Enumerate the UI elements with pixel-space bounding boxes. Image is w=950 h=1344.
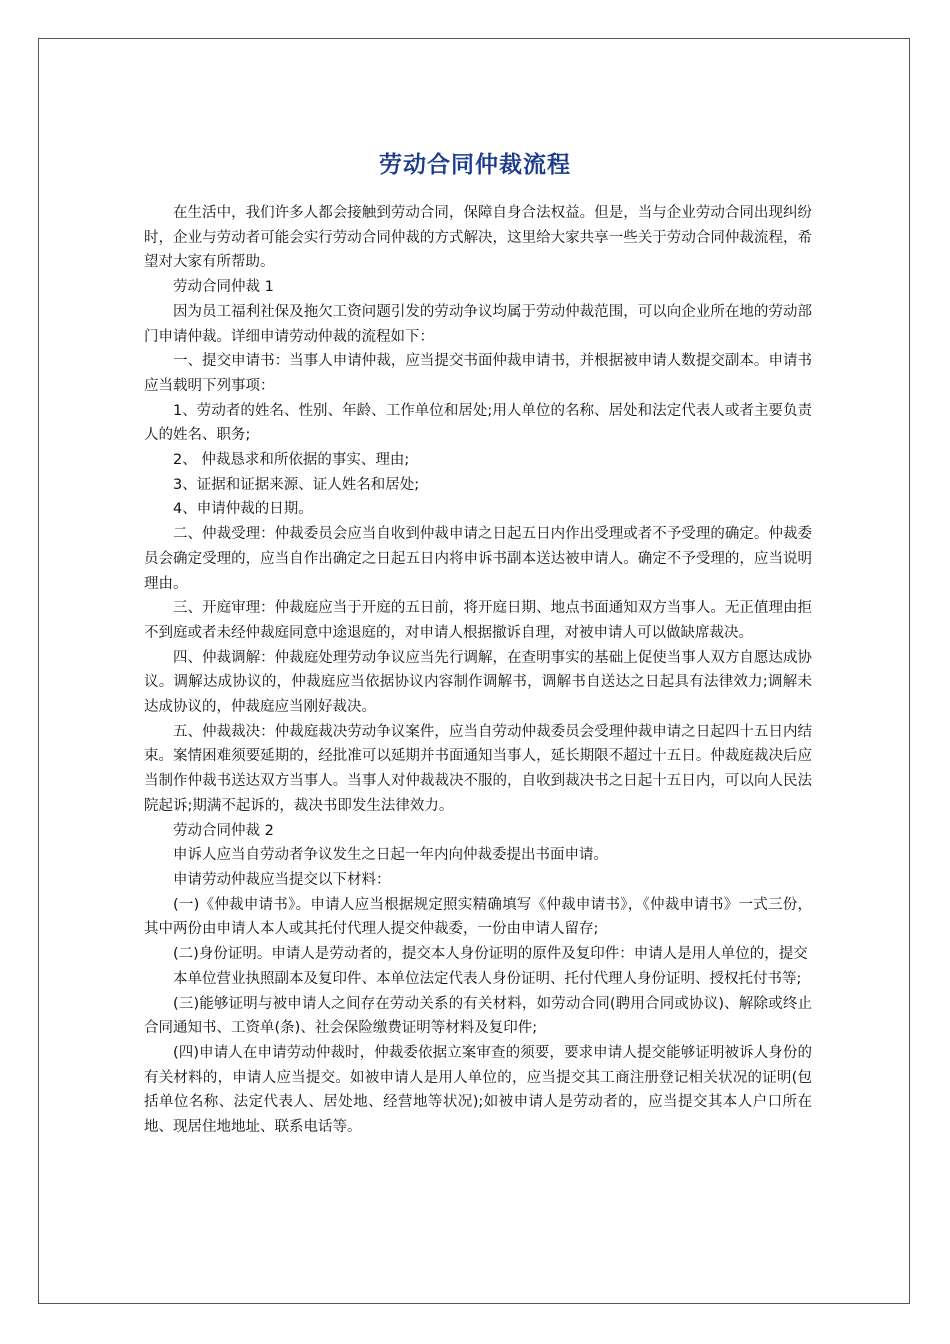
list-item: 1、劳动者的姓名、性别、年龄、工作单位和居处;用人单位的名称、居处和法定代表人或者主要负责人的姓名、职务; [144,402,812,444]
section-heading-2: 劳动合同仲裁 2 [173,822,274,839]
material-item: (三)能够证明与被申请人之间存在劳动关系的有关材料，如劳动合同(聘用合同或协议)、解除或终止合同通知书、工资单(条)、社会保险缴费证明等材料及复印件; [144,995,812,1037]
paragraph: 申请劳动仲裁应当提交以下材料： [173,871,391,888]
section-heading-1: 劳动合同仲裁 1 [173,279,274,296]
list-item: 3、证据和证据来源、证人姓名和居处; [173,476,420,493]
step-hearing: 三、开庭审理：仲裁庭应当于开庭的五日前，将开庭日期、地点书面通知双方当事人。无正值理由拒不到庭或者未经仲裁庭同意中途退庭的，对申请人根据撤诉自理，对被申请人可以做缺席裁决。 [144,600,812,641]
step-submit-application: 一、提交申请书：当事人申请仲裁，应当提交书面仲裁申请书，并根据被申请人数提交副本。申请书应当载明下列事项： [144,353,812,394]
paragraph: 申诉人应当自劳动者争议发生之日起一年内向仲裁委提出书面申请。 [173,847,608,864]
step-acceptance: 二、仲裁受理：仲裁委员会应当自收到仲裁申请之日起五日内作出受理或者不予受理的确定。仲裁委员会确定受理的，应当自作出确定之日起五日内将申诉书副本送达被申请人。确定不予受理的，应当说明理由。 [144,526,812,592]
material-item: (一)《仲裁申请书》。申请人应当根据规定照实精确填写《仲裁申请书》，《仲裁申请书》一式三份，其中两份由申请人本人或其托付代理人提交仲裁委，一份由申请人留存; [144,896,812,938]
intro-paragraph: 在生活中，我们许多人都会接触到劳动合同，保障自身合法权益。但是，当与企业劳动合同出现纠纷时，企业与劳动者可能会实行劳动合同仲裁的方式解决，这里给大家共享一些关于劳动合同仲裁流程，希望对大家有所帮助。 [144,205,812,271]
step-mediation: 四、仲裁调解：仲裁庭处理劳动争议应当先行调解，在查明事实的基础上促使当事人双方自愿达成协议。调解达成协议的，仲裁庭应当依据协议内容制作调解书，调解书自送达之日起具有法律效力;调解未达成协议的，仲裁庭应当刚好裁决。 [144,649,812,716]
document-body [144,201,812,1140]
step-ruling: 五、仲裁裁决：仲裁庭裁决劳动争议案件，应当自劳动仲裁委员会受理仲裁申请之日起四十五日内结束。案情困难须要延期的，经批准可以延期并书面通知当事人，延长期限不超过十五日。仲裁庭裁决后应当制作仲裁书送达双方当事人。当事人对仲裁裁决不服的，自收到裁决书之日起十五日内，可以向人民法院起诉;期满不起诉的，裁决书即发生法律效力。 [144,723,812,814]
list-item: 2、 仲裁恳求和所依据的事实、理由; [173,452,410,469]
document-title: 劳动合同仲裁流程 [379,152,571,179]
material-item: (四)申请人在申请劳动仲裁时，仲裁委依据立案审查的须要，要求申请人提交能够证明被诉人身份的有关材料的，申请人应当提交。如被申请人是用人单位的，应当提交其工商注册登记相关状况的证明(包括单位名称、法定代表人、居处地、经营地等状况);如被申请人是劳动者的，应当提交其本人户口所在地、现居住地地址、联系电话等。 [144,1044,812,1136]
paragraph: 因为员工福利社保及拖欠工资问题引发的劳动争议均属于劳动仲裁范围，可以向企业所在地的劳动部门申请仲裁。详细申请劳动仲裁的流程如下： [144,303,812,345]
material-item-continued: 本单位营业执照副本及复印件、本单位法定代表人身份证明、托付代理人身份证明、授权托付书等; [173,970,802,987]
list-item: 4、申请仲裁的日期。 [173,501,313,518]
material-item: (二)身份证明。申请人是劳动者的，提交本人身份证明的原件及复印件：申请人是用人单位的，提交 [173,946,808,963]
